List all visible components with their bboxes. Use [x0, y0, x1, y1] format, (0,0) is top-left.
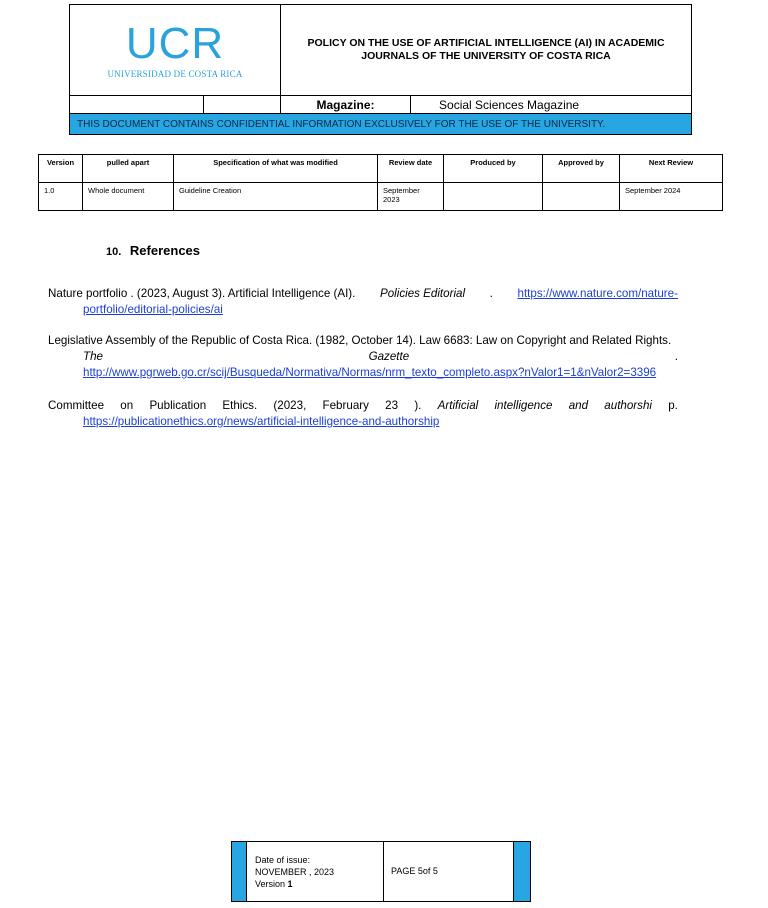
reference-word: Ethics. — [222, 399, 258, 412]
reference-italic: Policies Editorial — [380, 287, 466, 300]
reference-word: ). — [414, 399, 422, 412]
col-header-review-date: Review date — [378, 155, 444, 183]
reference-text: Nature portfolio . (2023, August 3). Artificial Intelligence (AI). — [48, 287, 356, 300]
col-header-produced-by: Produced by — [444, 155, 543, 183]
footer-page-box — [383, 841, 514, 902]
reference-italic: Artificial — [437, 399, 479, 412]
table-row — [39, 183, 723, 211]
footer-blue-bar-left — [231, 841, 247, 902]
col-header-next-review: Next Review — [620, 155, 723, 183]
document-title: POLICY ON THE USE OF ARTIFICIAL INTELLIGENCE (AI) IN ACADEMIC JOURNALS OF THE UNIVERSITY OF COSTA RICA — [281, 5, 692, 96]
document-header — [69, 4, 691, 137]
footer-blue-bar-right — [513, 841, 531, 902]
empty-cell — [204, 96, 281, 114]
reference-italic: The — [83, 350, 103, 363]
page-number: PAGE 5of 5 — [391, 866, 438, 876]
reference-word: Committee — [48, 399, 105, 412]
cell-next-review: September 2024 — [620, 183, 723, 211]
magazine-label: Magazine: — [281, 96, 411, 114]
reference-nature — [48, 286, 678, 318]
reference-word: (2023, — [273, 399, 307, 412]
reference-word: February — [322, 399, 369, 412]
confidential-banner: THIS DOCUMENT CONTAINS CONFIDENTIAL INFORMATION EXCLUSIVELY FOR THE USE OF THE UNIVERSITY. — [70, 114, 692, 135]
document-footer — [231, 841, 531, 902]
col-header-version: Version — [39, 155, 83, 183]
reference-italic: intelligence — [494, 399, 553, 412]
version-value: 1 — [287, 879, 293, 889]
reference-legislative — [48, 333, 678, 381]
ucr-logo — [70, 5, 281, 96]
cell-produced-by — [444, 183, 543, 211]
logo-text: UCR — [125, 18, 225, 68]
reference-separator: . — [674, 350, 678, 363]
section-number: 10. — [106, 246, 122, 258]
reference-link[interactable]: https://publicationethics.org/news/artificial-intelligence-and-authorship — [83, 415, 440, 428]
section-heading — [106, 243, 200, 258]
col-header-pulled-apart: pulled apart — [83, 155, 174, 183]
cell-pulled-apart: Whole document — [83, 183, 174, 211]
issue-label: Date of issue: — [255, 855, 311, 865]
col-header-specification: Specification of what was modified — [174, 155, 378, 183]
reference-italic: Gazette — [368, 350, 410, 363]
reference-separator: . — [489, 287, 493, 300]
version-line — [255, 878, 383, 890]
reference-text: Legislative Assembly of the Republic of Costa Rica. (1982, October 14). Law 6683: Law on Copyright and Related Rights. — [48, 334, 672, 347]
reference-word: Publication — [149, 399, 207, 412]
version-label: Version — [255, 879, 286, 889]
reference-word: p. — [668, 399, 678, 412]
reference-link[interactable]: https://www.nature.com/nature- — [517, 287, 678, 300]
cell-review-date: September 2023 — [378, 183, 444, 211]
cell-specification: Guideline Creation — [174, 183, 378, 211]
reference-link-continued[interactable]: portfolio/editorial-policies/ai — [83, 303, 223, 316]
footer-issue-box — [246, 841, 384, 902]
col-header-approved-by: Approved by — [543, 155, 620, 183]
reference-cope — [48, 398, 678, 430]
cell-version: 1.0 — [39, 183, 83, 211]
logo-subtitle: UNIVERSIDAD DE COSTA RICA — [107, 68, 243, 79]
reference-italic: and — [568, 399, 589, 412]
reference-link[interactable]: http://www.pgrweb.go.cr/scij/Busqueda/Normativa/Normas/nrm_texto_completo.aspx?nValor1=1&nValor2=3396 — [83, 366, 657, 379]
empty-cell — [70, 96, 204, 114]
reference-italic: authorshi — [604, 399, 652, 412]
magazine-value: Social Sciences Magazine — [411, 96, 692, 114]
cell-approved-by — [543, 183, 620, 211]
reference-word: 23 — [385, 399, 399, 412]
section-title: References — [129, 243, 201, 258]
issue-date: NOVEMBER , 2023 — [255, 867, 335, 877]
reference-word: on — [120, 399, 134, 412]
version-table — [38, 154, 722, 211]
